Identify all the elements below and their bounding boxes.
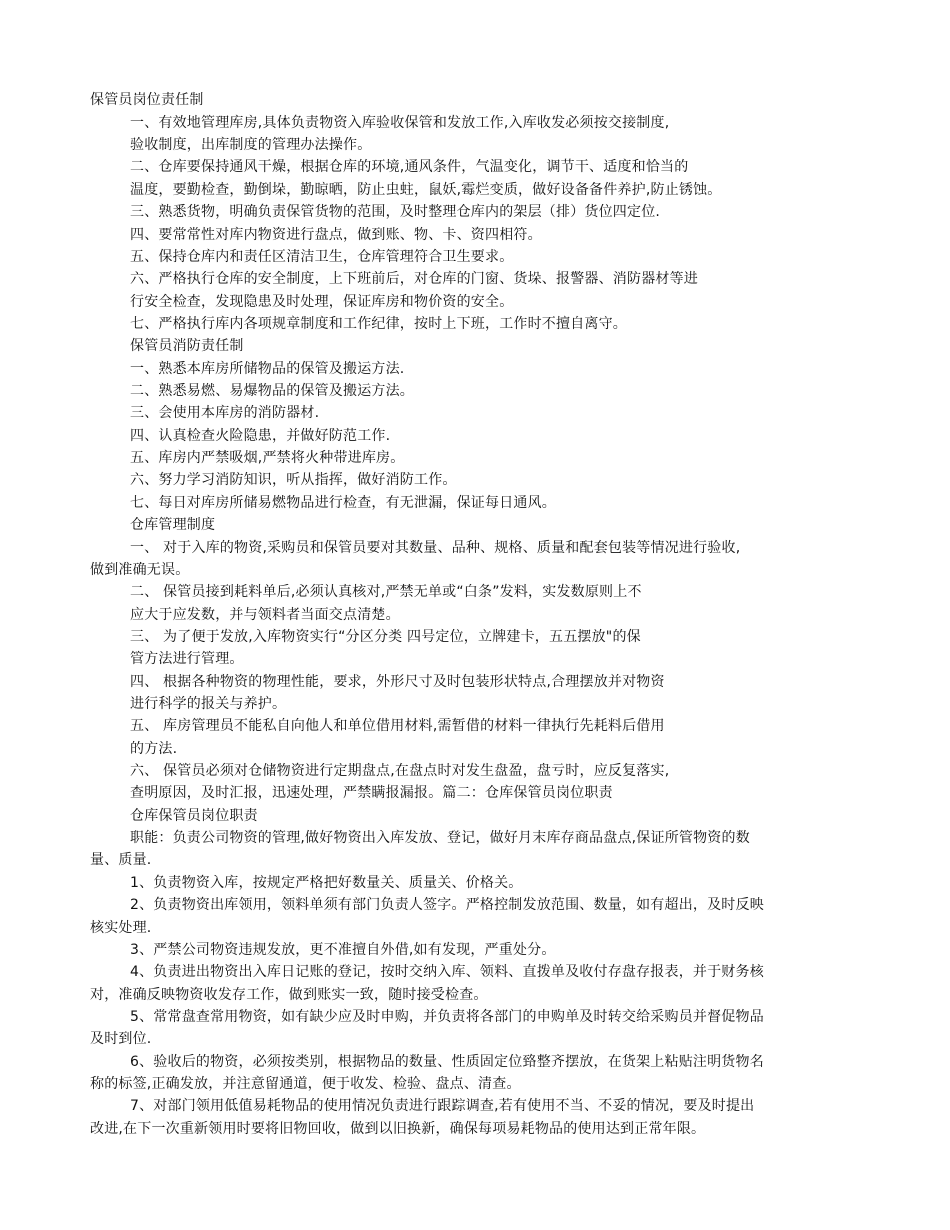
doc-line: 4、负责进出物资出入库日记账的登记，按时交纳入库、领料、直拨单及收付存盘存报表，并于财务核 xyxy=(130,964,764,980)
doc-line: 仓库管理制度 xyxy=(130,517,216,533)
doc-line: 六、 保管员必须对仓储物资进行定期盘点,在盘点时对发生盘盈，盘亏时，应反复落实, xyxy=(130,763,670,779)
doc-line: 一、熟悉本库房所储物品的保管及搬运方法. xyxy=(130,361,405,377)
doc-line: 管方法进行管理。 xyxy=(130,651,244,667)
doc-line: 四、 根据各种物资的物理性能，要求，外形尺寸及时包装形状特点,合理摆放并对物资 xyxy=(130,674,665,690)
doc-line: 保管员岗位责任制 xyxy=(90,92,204,108)
doc-line: 行安全检查，发现隐患及时处理，保证库房和物价资的安全。 xyxy=(130,294,514,310)
doc-line: 仓库保管员岗位职责 xyxy=(130,808,258,824)
doc-line: 核实处理. xyxy=(90,920,152,936)
doc-line: 1、负责物资入库，按规定严格把好数量关、质量关、价格关。 xyxy=(130,875,523,891)
doc-line: 一、有效地管理库房,具体负责物资入库验收保管和发放工作,入库收发必须按交接制度, xyxy=(130,115,670,131)
doc-line: 二、仓库要保持通风干燥，根据仓库的环境,通风条件，气温变化，调节干、适度和恰当的 xyxy=(130,159,689,175)
doc-line: 三、熟悉货物，明确负责保管货物的范围，及时整理仓库内的架层（排）货位四定位. xyxy=(130,204,661,220)
doc-line: 四、认真检查火险隐患，并做好防范工作. xyxy=(130,428,391,444)
doc-line: 改进,在下一次重新领用时要将旧物回收，做到以旧换新，确保每项易耗物品的使用达到正常年限。 xyxy=(90,1121,706,1137)
doc-line: 六、努力学习消防知识，听从指挥，做好消防工作。 xyxy=(130,472,457,488)
doc-line: 5、常常盘查常用物资，如有缺少应及时申购，并负责将各部门的申购单及时转交给采购员并督促物品 xyxy=(130,1009,764,1025)
doc-line: 3、严禁公司物资违规发放，更不准擅自外借,如有发现，严重处分。 xyxy=(130,942,556,958)
doc-line: 对，准确反映物资收发存工作，做到账实一致，随时接受检查。 xyxy=(90,987,488,1003)
doc-line: 七、严格执行库内各项规章制度和工作纪律，按时上下班，工作时不擅自离守。 xyxy=(130,316,627,332)
doc-line: 五、库房内严禁吸烟,严禁将火种带进库房。 xyxy=(130,450,405,466)
doc-line: 五、保持仓库内和责任区清洁卫生，仓库管理符合卫生要求。 xyxy=(130,249,514,265)
doc-line: 保管员消防责任制 xyxy=(130,338,244,354)
doc-line: 及时到位. xyxy=(90,1031,152,1047)
doc-line: 三、会使用本库房的消防器材. xyxy=(130,405,320,421)
doc-line: 温度，要勤检查，勤倒垛，勤晾晒，防止虫蛀，鼠妖,霉烂变质，做好设备备件养护,防止锈蚀。 xyxy=(130,182,722,198)
doc-line: 三、 为了便于发放,入库物资实行“分区分类 四号定位，立牌建卡，五五摆放"的保 xyxy=(130,629,641,645)
doc-line: 职能：负责公司物资的管理,做好物资出入库发放、登记，做好月末库存商品盘点,保证所管物资的数 xyxy=(130,830,750,846)
doc-line: 进行科学的报关与养护。 xyxy=(130,696,287,712)
doc-line: 四、要常常性对库内物资进行盘点，做到账、物、卡、资四相符。 xyxy=(130,227,542,243)
doc-line: 量、质量. xyxy=(90,852,152,868)
doc-line: 一、 对于入库的物资,采购员和保管员要对其数量、品种、规格、质量和配套包装等情况进行验收, xyxy=(130,540,741,556)
doc-line: 六、严格执行仓库的安全制度，上下班前后，对仓库的门窗、货垛、报警器、消防器材等进 xyxy=(130,271,698,287)
doc-line: 称的标签,正确发放，并注意留通道，便于收发、检验、盘点、清查。 xyxy=(90,1076,521,1092)
doc-line: 7、对部门领用低值易耗物品的使用情况负责进行跟踪调查,若有使用不当、不妥的情况，要及时提出 xyxy=(130,1098,755,1114)
doc-line: 验收制度，出库制度的管理办法操作。 xyxy=(130,137,372,153)
doc-line: 应大于应发数，并与领料者当面交点清楚。 xyxy=(130,607,400,623)
doc-line: 五、 库房管理员不能私自向他人和单位借用材料,需暂借的材料一律执行先耗料后借用 xyxy=(130,718,665,734)
doc-line: 七、每日对库房所储易燃物品进行检查，有无泄漏，保证每日通风。 xyxy=(130,495,556,511)
doc-line: 二、 保管员接到耗料单后,必须认真核对,严禁无单或“白条”发料，实发数原则上不 xyxy=(130,584,642,600)
doc-line: 二、熟悉易燃、易爆物品的保管及搬运方法。 xyxy=(130,383,414,399)
doc-line: 查明原因，及时汇报，迅速处理，严禁瞒报漏报。篇二：仓库保管员岗位职责 xyxy=(130,785,613,801)
doc-line: 2、负责物资出库领用，领料单须有部门负责人签字。严格控制发放范围、数量，如有超出，及时反映 xyxy=(130,897,764,913)
doc-line: 做到准确无误。 xyxy=(90,562,190,578)
doc-line: 的方法. xyxy=(130,741,178,757)
doc-line: 6、验收后的物资，必须按类别，根据物品的数量、性质固定位臵整齐摆放，在货架上粘贴注明货物名 xyxy=(130,1054,764,1070)
